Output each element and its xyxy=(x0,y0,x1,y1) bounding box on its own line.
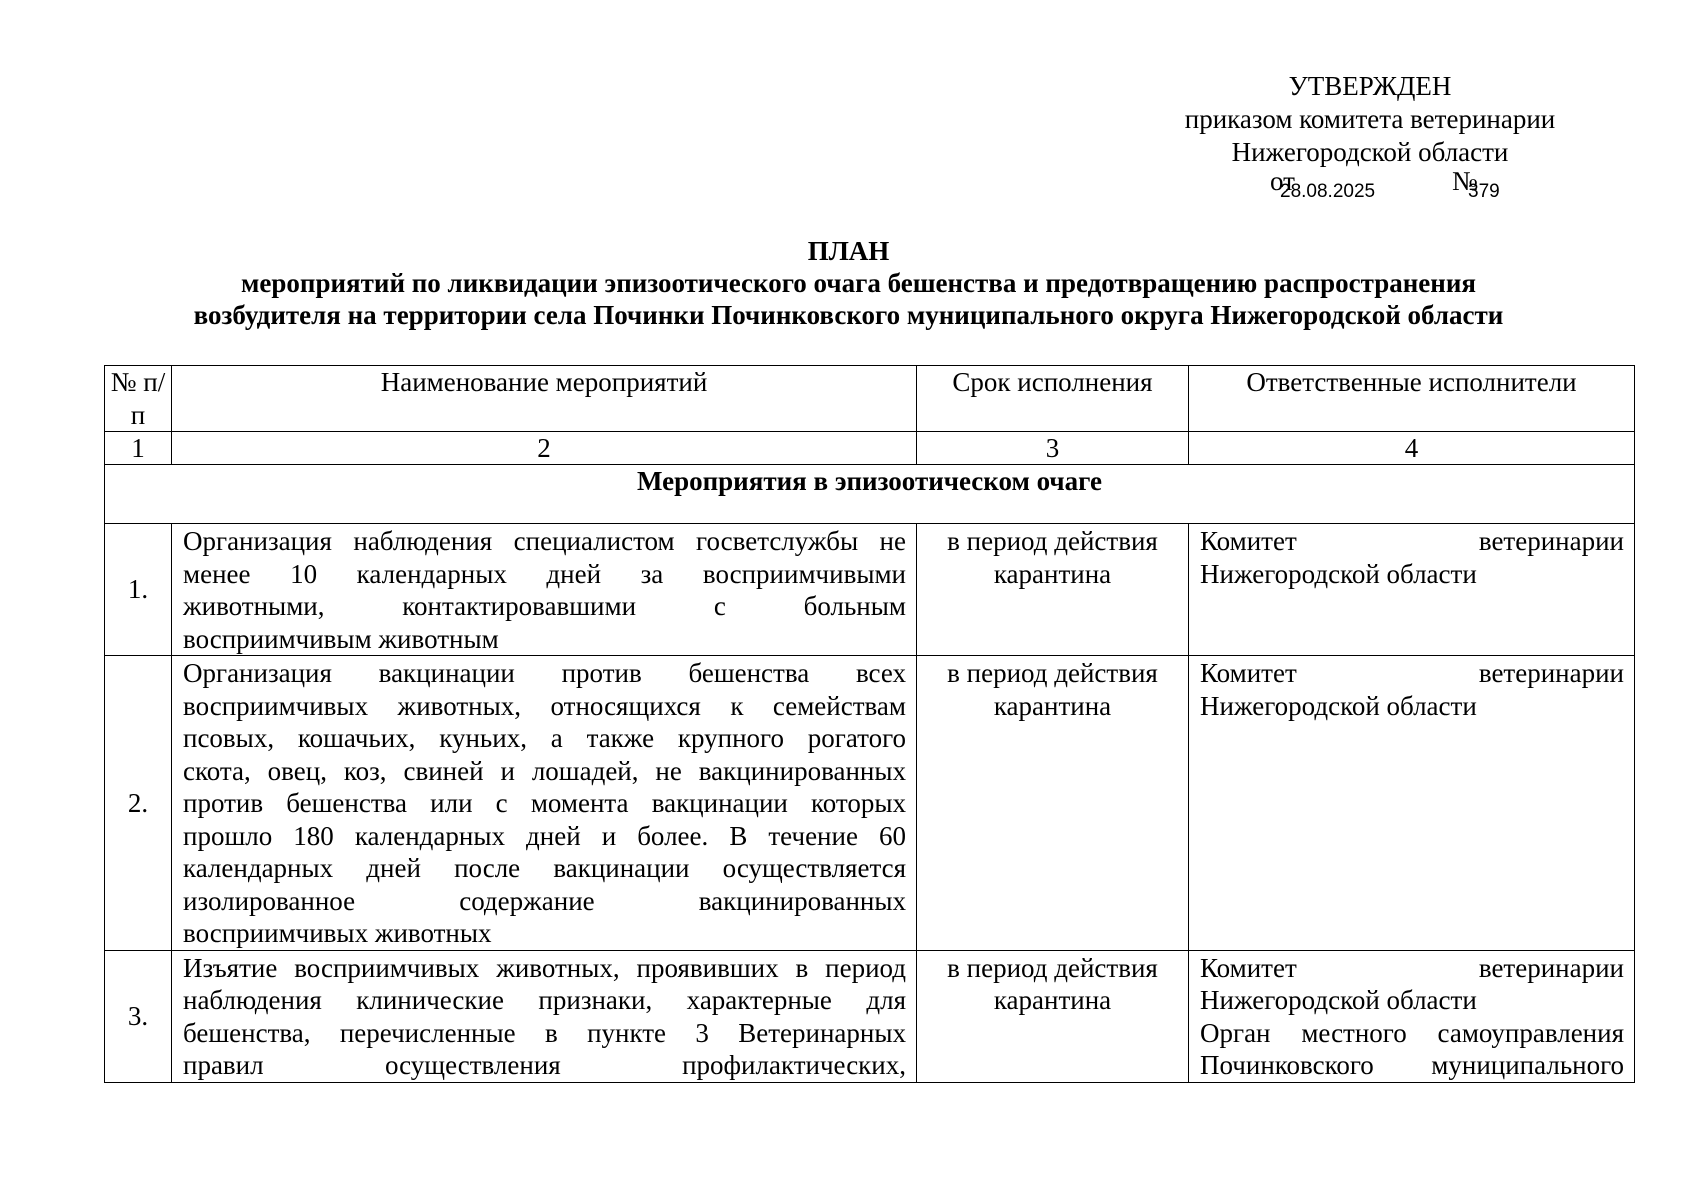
approval-number: 379 xyxy=(1468,181,1500,202)
description-line: наблюдения клинические признаки, характерные для xyxy=(183,985,906,1015)
plan-subtitle-line-2: возбудителя на территории села Починки Починковского муниципального округа Нижегородской области xyxy=(193,300,1504,330)
term-line: в период действия xyxy=(947,526,1158,556)
section-title: Мероприятия в эпизоотическом очаге xyxy=(105,465,1635,524)
responsible-line: Нижегородской области xyxy=(1200,985,1477,1015)
table-row xyxy=(105,656,1635,951)
row-responsible xyxy=(1189,950,1635,1082)
approval-block xyxy=(1130,70,1610,209)
approval-number-label: № xyxy=(1452,166,1478,196)
description-line: восприимчивых животных xyxy=(183,918,492,948)
plan-heading: ПЛАН xyxy=(807,236,890,266)
table-row xyxy=(105,950,1635,1082)
responsible-line: Нижегородской области xyxy=(1200,558,1477,589)
description-line: против бешенства или с момента вакцинации которых xyxy=(183,788,906,818)
column-number: 2 xyxy=(172,432,917,465)
description-line: восприимчивых животных, относящихся к семействам xyxy=(183,690,906,721)
row-description xyxy=(172,950,917,1082)
description-line: Изъятие восприимчивых животных, проявивших в период xyxy=(183,952,906,983)
description-line: прошло 180 календарных дней и более. В течение 60 xyxy=(183,820,906,851)
approval-region-line: Нижегородской области xyxy=(1231,137,1509,167)
section-row xyxy=(105,465,1635,524)
description-line: Организация наблюдения специалистом госветслужбы не xyxy=(183,526,906,556)
header-responsible: Ответственные исполнители xyxy=(1189,366,1635,432)
term-line: в период действия xyxy=(947,658,1158,688)
description-line: правил осуществления профилактических, xyxy=(183,1050,906,1080)
description-line: бешенства, перечисленные в пункте 3 Ветеринарных xyxy=(183,1017,906,1048)
row-term xyxy=(917,950,1189,1082)
table-row xyxy=(105,524,1635,656)
header-term: Срок исполнения xyxy=(917,366,1189,432)
header-num: № п/п xyxy=(105,366,172,432)
column-numbers-row xyxy=(105,432,1635,465)
row-number: 1. xyxy=(105,524,172,656)
row-description xyxy=(172,656,917,951)
term-line: в период действия xyxy=(947,952,1158,983)
term-line: карантина xyxy=(993,985,1112,1015)
responsible-line: Комитет ветеринарии xyxy=(1200,658,1624,688)
approval-date-row xyxy=(1130,166,1610,209)
description-line: менее 10 календарных дней за восприимчивыми xyxy=(183,558,906,589)
plan-table xyxy=(104,365,1635,1083)
row-term xyxy=(917,656,1189,951)
row-description xyxy=(172,524,917,656)
responsible-line: Комитет ветеринарии xyxy=(1200,952,1624,983)
table-header-row xyxy=(105,366,1635,432)
description-line: животными, контактировавшими с больным xyxy=(183,591,906,621)
plan-subtitle-line-1: мероприятий по ликвидации эпизоотического очага бешенства и предотвращению распространения xyxy=(241,268,1476,298)
description-line: псовых, кошачьих, куньих, а также крупного рогатого xyxy=(183,723,906,753)
row-responsible xyxy=(1189,656,1635,951)
row-term xyxy=(917,524,1189,656)
description-line: восприимчивым животным xyxy=(183,623,499,654)
column-number: 1 xyxy=(105,432,172,465)
row-number: 2. xyxy=(105,656,172,951)
plan-title xyxy=(0,235,1697,331)
approval-order-line: приказом комитета ветеринарии xyxy=(1184,104,1556,134)
column-number: 3 xyxy=(917,432,1189,465)
approval-from-label: от xyxy=(1270,166,1295,196)
description-line: изолированное содержание вакцинированных xyxy=(183,885,906,916)
term-line: карантина xyxy=(993,690,1112,721)
term-line: карантина xyxy=(993,558,1112,589)
column-number: 4 xyxy=(1189,432,1635,465)
responsible-line: Орган местного самоуправления xyxy=(1200,1017,1624,1048)
responsible-line: Нижегородской области xyxy=(1200,690,1477,721)
responsible-line: Починковского муниципального xyxy=(1200,1050,1624,1080)
row-number: 3. xyxy=(105,950,172,1082)
responsible-line: Комитет ветеринарии xyxy=(1200,526,1624,556)
description-line: скота, овец, коз, свиней и лошадей, не вакцинированных xyxy=(183,755,906,786)
row-responsible xyxy=(1189,524,1635,656)
approval-status: УТВЕРЖДЕН xyxy=(1288,71,1452,101)
description-line: Организация вакцинации против бешенства всех xyxy=(183,658,906,688)
description-line: календарных дней после вакцинации осуществляется xyxy=(183,853,906,883)
header-name: Наименование мероприятий xyxy=(172,366,917,432)
approval-date: 28.08.2025 xyxy=(1280,181,1376,202)
